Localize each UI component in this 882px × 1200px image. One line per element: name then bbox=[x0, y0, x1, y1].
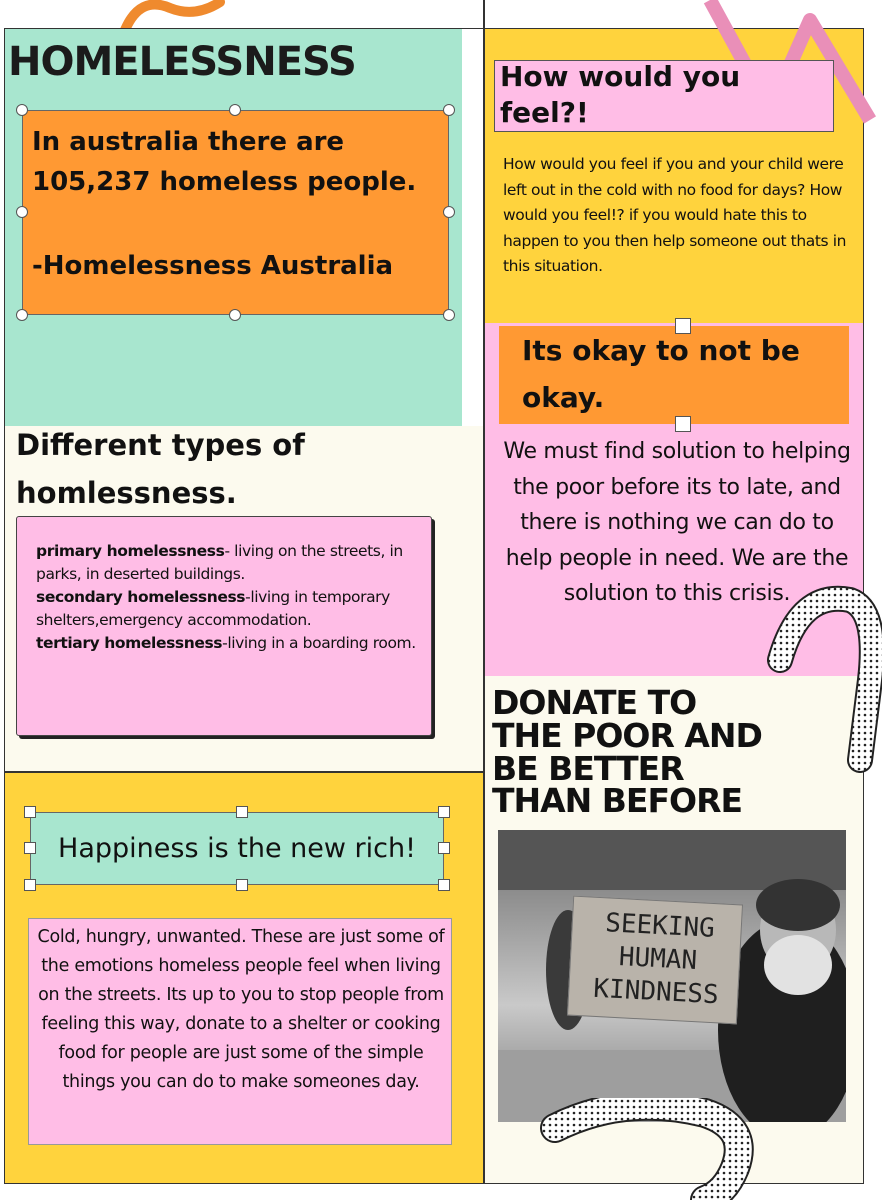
types-item-secondary bbox=[36, 586, 416, 632]
selection-handle[interactable] bbox=[16, 309, 28, 321]
selection-handle[interactable] bbox=[236, 806, 248, 818]
happiness-heading: Happiness is the new rich! bbox=[58, 833, 416, 864]
selection-handle[interactable] bbox=[24, 842, 36, 854]
sign-line-3: KINDNESS bbox=[592, 973, 720, 1011]
selection-handle[interactable] bbox=[443, 104, 455, 116]
sign-line-2: HUMAN bbox=[618, 941, 698, 977]
selection-handle[interactable] bbox=[24, 879, 36, 891]
feel-body: How would you feel if you and your child were left out in the cold with no food for days? How would you feel!? if you would hate this to happen to you then help someone out thats in this situation. bbox=[503, 155, 847, 275]
feel-heading-line-1: How would you bbox=[500, 60, 741, 93]
feel-heading-line-2: feel?! bbox=[500, 96, 589, 129]
dotted-ribbon-decoration bbox=[760, 580, 882, 780]
selection-handle[interactable] bbox=[229, 104, 241, 116]
selection-handle[interactable] bbox=[675, 318, 691, 334]
types-term: secondary homelessness bbox=[36, 588, 246, 606]
types-desc: -living in a boarding room. bbox=[222, 634, 416, 652]
types-heading-line-1: Different types of bbox=[16, 428, 305, 462]
types-desc: -living in temporary shelters,emergency accommodation. bbox=[36, 588, 390, 629]
selection-handle[interactable] bbox=[675, 416, 691, 432]
selection-handle[interactable] bbox=[438, 806, 450, 818]
happiness-body: Cold, hungry, unwanted. These are just some of the emotions homeless people feel when living on the streets. Its up to you to stop people from feeling this way, donate to a shelter or cooking food for people are just some of the simple things you can do to make someones day. bbox=[37, 927, 445, 1092]
selection-handle[interactable] bbox=[443, 309, 455, 321]
selection-handle[interactable] bbox=[16, 104, 28, 116]
fact-line-2: 105,237 homeless people. bbox=[32, 167, 417, 197]
homeless-man-photo bbox=[498, 830, 846, 1122]
selection-handle[interactable] bbox=[438, 879, 450, 891]
donate-line-2: THE POOR AND bbox=[492, 716, 762, 755]
fact-line-1: In australia there are bbox=[32, 127, 345, 157]
okay-heading-line-1: Its okay to not be bbox=[522, 334, 800, 367]
types-list bbox=[36, 540, 416, 655]
types-desc: - living on the streets, in parks, in deserted buildings. bbox=[36, 542, 403, 583]
types-item-primary bbox=[36, 540, 416, 586]
selection-handle[interactable] bbox=[229, 309, 241, 321]
donate-line-4: THAN BEFORE bbox=[492, 781, 743, 820]
okay-heading-line-2: okay. bbox=[522, 381, 605, 414]
selection-handle[interactable] bbox=[24, 806, 36, 818]
top-divider bbox=[483, 0, 485, 30]
types-item-tertiary bbox=[36, 632, 416, 655]
types-term: primary homelessness bbox=[36, 542, 225, 560]
types-heading-line-2: homlessness. bbox=[16, 476, 237, 510]
selection-handle[interactable] bbox=[236, 879, 248, 891]
types-term: tertiary homelessness bbox=[36, 634, 223, 652]
sign-line-1: SEEKING bbox=[604, 908, 716, 944]
donate-line-1: DONATE TO bbox=[492, 683, 697, 722]
okay-body: We must find solution to helping the poor before its to late, and there is nothing we can do to help people in need. We are the solution to this crisis. bbox=[503, 439, 851, 606]
fact-source: -Homelessness Australia bbox=[32, 251, 394, 281]
orange-squiggle-decoration bbox=[110, 0, 230, 30]
page-title: HOMELESSNESS bbox=[8, 39, 356, 85]
selection-handle[interactable] bbox=[438, 842, 450, 854]
selection-handle[interactable] bbox=[443, 206, 455, 218]
donate-line-3: BE BETTER bbox=[492, 749, 684, 788]
selection-handle[interactable] bbox=[16, 206, 28, 218]
dotted-ribbon-bottom-decoration bbox=[535, 1098, 765, 1200]
